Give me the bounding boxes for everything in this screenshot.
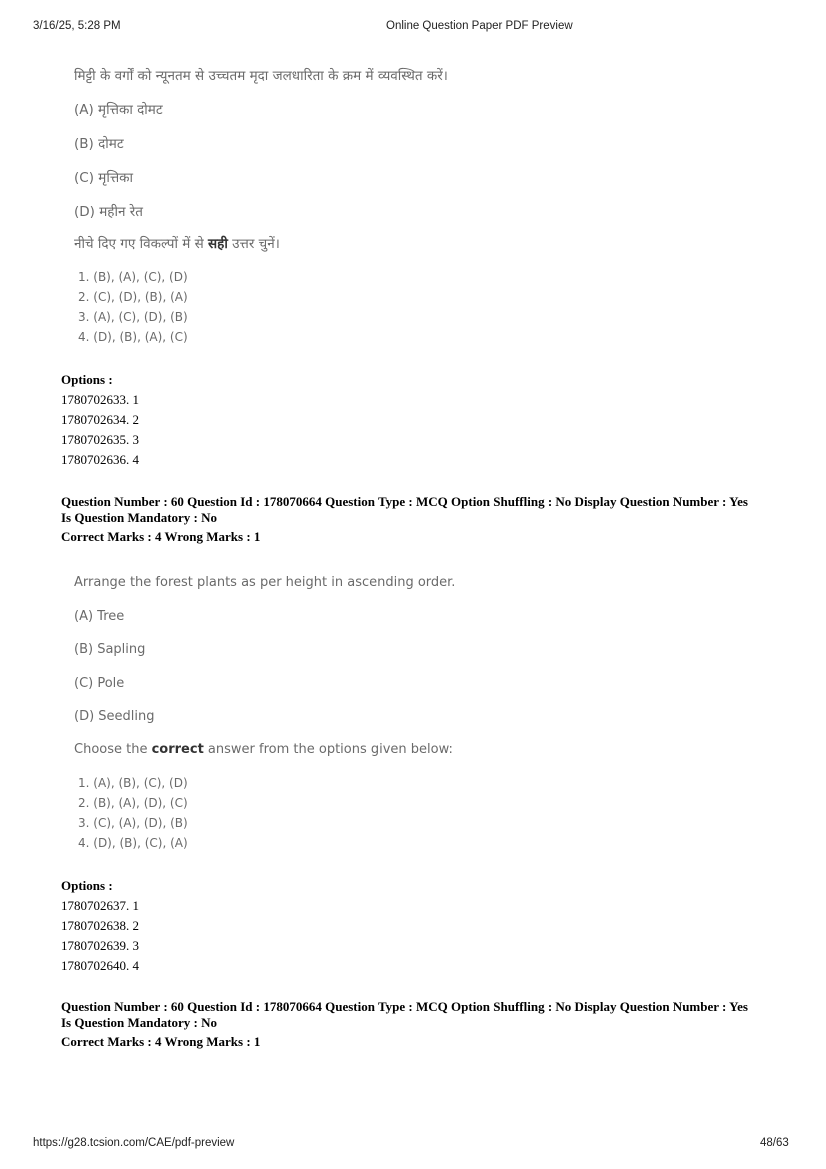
question-1-stem: मिट्टी के वर्गों को न्यूनतम से उच्चतम मृदा जलधारिता के क्रम में व्यवस्थित करें। — [74, 68, 448, 84]
marks-info: Correct Marks : 4 Wrong Marks : 1 — [61, 529, 261, 544]
options-label: Options : — [61, 878, 113, 893]
question-1-choice-4: 4. (D), (B), (A), (C) — [78, 330, 188, 344]
options-block-1 — [61, 370, 139, 470]
option-row: 1780702635. 3 — [61, 432, 139, 447]
question-2-instruction: Choose the correct answer from the options given below: — [74, 742, 453, 757]
question-2-item-c: (C) Pole — [74, 676, 125, 691]
option-row: 1780702640. 4 — [61, 958, 139, 973]
options-label: Options : — [61, 372, 113, 387]
option-row: 1780702636. 4 — [61, 452, 139, 467]
option-row: 1780702637. 1 — [61, 898, 139, 913]
page-url: https://g28.tcsion.com/CAE/pdf-preview — [33, 1137, 235, 1149]
question-2-item-b: (B) Sapling — [74, 642, 146, 657]
question-info: Question Number : 60 Question Id : 178070664 Question Type : MCQ Option Shuffling : No Display Question Number : Yes — [61, 999, 748, 1014]
question-2-choice-1: 1. (A), (B), (C), (D) — [78, 776, 188, 790]
question-2-choice-3: 3. (C), (A), (D), (B) — [78, 816, 188, 830]
option-row: 1780702633. 1 — [61, 392, 139, 407]
question-2-item-d: (D) Seedling — [74, 709, 155, 724]
question-2-item-a: (A) Tree — [74, 609, 125, 624]
question-info: Question Number : 60 Question Id : 178070664 Question Type : MCQ Option Shuffling : No Display Question Number : Yes — [61, 494, 748, 509]
mandatory-info: Is Question Mandatory : No — [61, 1015, 218, 1030]
question-2-choice-4: 4. (D), (B), (C), (A) — [78, 836, 188, 850]
option-row: 1780702638. 2 — [61, 918, 139, 933]
option-row: 1780702634. 2 — [61, 412, 139, 427]
mandatory-info: Is Question Mandatory : No — [61, 510, 218, 525]
print-datetime: 3/16/25, 5:28 PM — [33, 20, 121, 32]
question-meta-2 — [61, 999, 781, 1050]
question-1-item-d: (D) महीन रेत — [74, 204, 143, 220]
question-1-item-c: (C) मृत्तिका — [74, 170, 134, 186]
options-block-2 — [61, 876, 139, 976]
option-row: 1780702639. 3 — [61, 938, 139, 953]
question-1-item-a: (A) मृत्तिका दोमट — [74, 102, 163, 118]
question-1-instruction: नीचे दिए गए विकल्पों में से सही उत्तर चुनें। — [74, 236, 280, 252]
question-1-choice-3: 3. (A), (C), (D), (B) — [78, 310, 188, 324]
question-2-stem: Arrange the forest plants as per height in ascending order. — [74, 575, 456, 590]
marks-info: Correct Marks : 4 Wrong Marks : 1 — [61, 1034, 261, 1049]
question-meta-1 — [61, 494, 781, 545]
question-1-choice-1: 1. (B), (A), (C), (D) — [78, 270, 188, 284]
question-2-choice-2: 2. (B), (A), (D), (C) — [78, 796, 188, 810]
page-title: Online Question Paper PDF Preview — [386, 20, 573, 32]
question-1-item-b: (B) दोमट — [74, 136, 124, 152]
page-number: 48/63 — [760, 1137, 789, 1149]
question-1-choice-2: 2. (C), (D), (B), (A) — [78, 290, 188, 304]
